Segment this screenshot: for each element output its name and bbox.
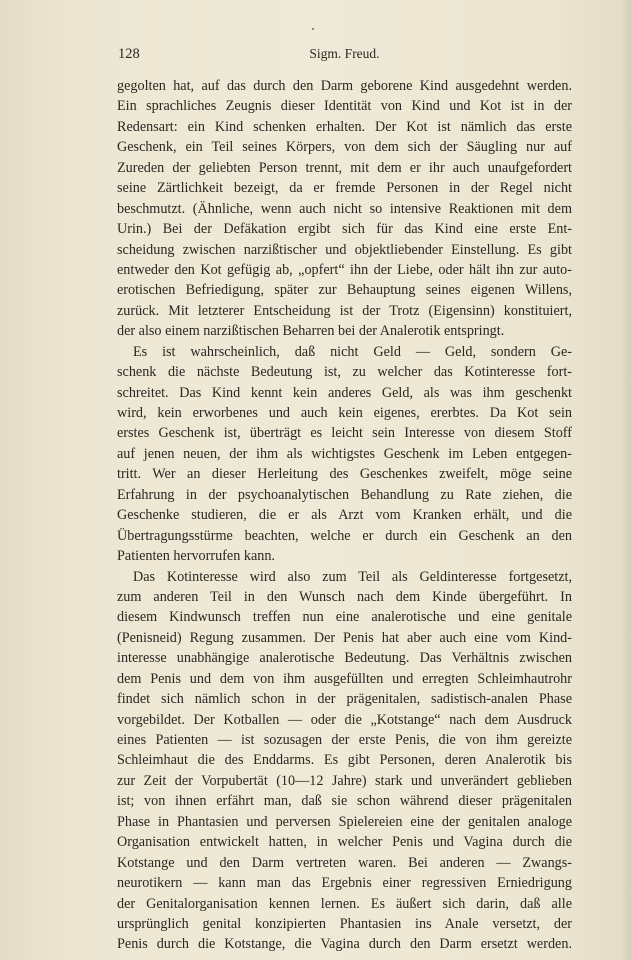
text-line: Geschenk, ein Teil seines Körpers, von dem sich der Säugling nur auf: [117, 139, 572, 156]
running-head: [118, 46, 571, 66]
text-line: Kotstange und den Darm vertreten waren. Bei anderen — Zwangs-: [117, 854, 572, 871]
text-line: zurück. Mit letzterer Entscheidung ist der Trotz (Eigensinn) konstituiert,: [117, 302, 572, 319]
text-line: entweder den Kot gefügig ab, „opfert“ ihn der Liebe, oder hält ihn zur auto-: [117, 261, 572, 278]
text-line: seine Zärtlichkeit bezeigt, da er fremde Personen in der Regel nicht: [117, 180, 572, 197]
text-line: schenk die nächste Bedeutung ist, zu welcher das Kotinteresse fort-: [117, 364, 572, 381]
text-line: schreitet. Das Kind kennt kein anderes Geld, als was ihm geschenkt: [117, 384, 572, 401]
text-line: Zureden der geliebten Person trennt, mit dem er ihr auch unaufgefordert: [117, 159, 572, 176]
text-line: erotischen Befriedigung, später zur Behauptung seines eigenen Willens,: [117, 282, 572, 299]
text-line: erstes Geschenk ist, überträgt es leicht sein Interesse von diesem Stoff: [117, 425, 572, 442]
text-line: tritt. Wer an dieser Herleitung des Geschenkes zweifelt, möge seine: [117, 466, 572, 483]
text-line: Übertragungsstürme beachten, welche er durch ein Geschenk an den: [117, 527, 572, 544]
text-line: vorgebildet. Der Kotballen — oder die „Kotstange“ nach dem Ausdruck: [117, 711, 572, 728]
text-line: ist; von ihnen erfährt man, daß sie schon während dieser prägenitalen: [117, 793, 572, 810]
text-line: der Genitalorganisation kennen lernen. Es äußert sich darin, daß alle: [117, 895, 572, 912]
text-line: wird, kein erworbenes und auch kein eigenes, ererbtes. Da Kot sein: [117, 405, 572, 421]
text-line: scheidung zwischen narzißtischer und objektliebender Einstellung. Es gibt: [117, 241, 572, 258]
text-line: Das Kotinteresse wird also zum Teil als Geldinteresse fortgesetzt,: [133, 568, 572, 585]
text-line: Phase in Phantasien und perversen Spielereien eine der genitalen analoge: [117, 813, 572, 830]
page-edge-shadow: [621, 0, 631, 960]
text-line: eines Patienten — ist sozusagen der erste Penis, die von ihm gereizte: [117, 732, 572, 748]
text-line: ursprünglich genital konzipierten Phantasien ins Anale versetzt, der: [117, 915, 572, 932]
running-title: Sigm. Freud.: [309, 46, 380, 61]
text-line: Geschenke studieren, die er als Arzt vom Kranken erhält, und die: [117, 507, 572, 524]
text-line: beschmutzt. (Ähnliche, wenn auch nicht so intensive Reaktionen mit dem: [117, 200, 572, 217]
text-line: zur Zeit der Vorpubertät (10—12 Jahre) stark und unverändert geblieben: [117, 772, 572, 789]
printing-speck: [312, 28, 314, 30]
text-line: (Penisneid) Regung zusammen. Der Penis hat aber auch eine vom Kind-: [117, 629, 572, 646]
text-line: neurotikern — kann man das Ergebnis einer regressiven Erniedrigung: [117, 875, 572, 892]
text-line: dem Penis und dem von ihm ausgefüllten und erregten Schleimhautrohr: [117, 670, 572, 687]
text-line: findet sich nämlich schon in der prägenitalen, sadistisch-analen Phase: [117, 691, 572, 708]
page-number: 128: [118, 46, 140, 62]
text-line: Schleimhaut die des Enddarms. Es gibt Personen, deren Analerotik bis: [117, 752, 572, 769]
text-line: Es ist wahrscheinlich, daß nicht Geld — Geld, sondern Ge-: [133, 343, 572, 360]
text-line: Ein sprachliches Zeugnis dieser Identität von Kind und Kot ist in der: [117, 98, 572, 115]
body-text: [117, 76, 572, 955]
text-line: gegolten hat, auf das durch den Darm geborene Kind ausgedehnt werden.: [117, 78, 572, 94]
text-line: zum anderen Teil in den Wunsch nach dem Kinde übergeführt. In: [117, 588, 572, 605]
text-line: Urin.) Bei der Defäkation ergibt sich für das Kind eine erste Ent-: [117, 221, 572, 238]
text-line: interesse unabhängige analerotische Bedeutung. Das Verhältnis zwischen: [117, 650, 572, 667]
text-line: Patienten hervorrufen kann.: [117, 548, 275, 565]
text-line: Redensart: ein Kind schenken erhalten. Der Kot ist nämlich das erste: [117, 118, 572, 135]
text-line: der also einem narzißtischen Beharren bei der Analerotik entspringt.: [117, 323, 505, 340]
text-line: Erfahrung in der psychoanalytischen Behandlung zu Rate ziehen, die: [117, 486, 572, 503]
text-line: diesem Kindwunsch treffen nun eine analerotische und eine genitale: [117, 609, 572, 626]
text-line: auf jenen neuen, der ihm als wichtigstes Geschenk im Leben entgegen-: [117, 445, 572, 462]
text-line: Penis durch die Kotstange, die Vagina durch den Darm ersetzt werden.: [117, 936, 572, 953]
text-line: Organisation entwickelt hatten, in welcher Penis und Vagina durch die: [117, 834, 572, 851]
